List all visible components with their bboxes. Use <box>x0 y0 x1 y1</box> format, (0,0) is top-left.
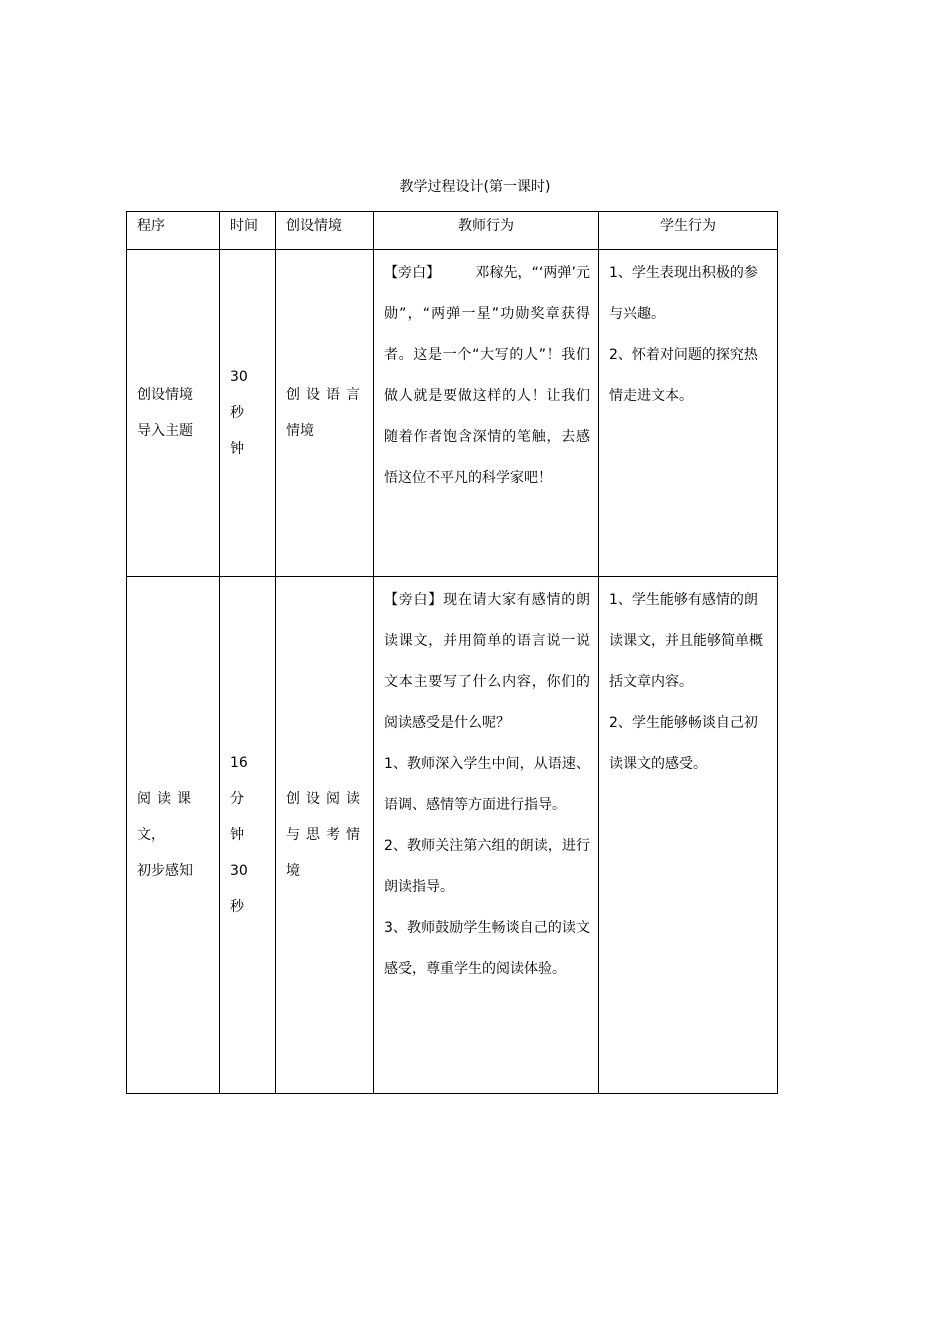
scenario-line: 境 <box>286 863 300 879</box>
page-title: 教学过程设计(第一课时) <box>399 179 551 195</box>
procedure-line: 导入主题 <box>137 423 193 439</box>
student-paragraph: 2、学生能够畅谈自己初读课文的感受。 <box>609 715 758 772</box>
lesson-process-table <box>126 211 778 1094</box>
procedure-cell <box>127 250 220 577</box>
header-time: 时间 <box>220 212 276 250</box>
procedure-cell <box>127 577 220 1094</box>
header-student-behavior: 学生行为 <box>599 212 778 250</box>
table-row <box>127 577 778 1094</box>
scenario-cell <box>276 250 374 577</box>
student-behavior-cell <box>599 250 778 577</box>
header-procedure: 程序 <box>127 212 220 250</box>
scenario-line: 情境 <box>286 423 314 439</box>
student-behavior-cell <box>599 577 778 1094</box>
procedure-line: 初步感知 <box>137 863 193 879</box>
time-cell <box>220 250 276 577</box>
table-header-row <box>127 212 778 250</box>
teacher-paragraph: 【旁白】现在请大家有感情的朗读课文，并用简单的语言说一说文本主要写了什么内容，你们的阅读感受是什么呢？ <box>384 592 590 731</box>
header-teacher-behavior: 教师行为 <box>374 212 599 250</box>
header-scenario: 创设情境 <box>276 212 374 250</box>
scenario-line: 创设阅读 <box>286 791 366 807</box>
teacher-paragraph: 3、教师鼓励学生畅谈自己的读文感受，尊重学生的阅读体验。 <box>384 920 590 977</box>
procedure-line: 文， <box>137 827 165 843</box>
student-paragraph: 1、学生表现出积极的参与兴趣。 <box>609 265 758 322</box>
teacher-behavior-cell <box>374 577 599 1094</box>
table-row <box>127 250 778 577</box>
teacher-paragraph: 【旁白】 邓稼先，“‘两弹’元勋”，“两弹一星”功勋奖章获得者。这是一个“大写的人”！我们做人就是要做这样的人！让我们随着作者饱含深情的笔触，去感悟这位不平凡的科学家吧！ <box>384 265 590 486</box>
student-paragraph: 1、学生能够有感情的朗读课文，并且能够简单概括文章内容。 <box>609 592 763 690</box>
time-line: 30 <box>230 369 248 385</box>
time-line: 秒 <box>230 899 244 915</box>
time-line: 分 <box>230 791 244 807</box>
teacher-paragraph: 1、教师深入学生中间，从语速、语调、感情等方面进行指导。 <box>384 756 590 813</box>
time-line: 30 <box>230 863 248 879</box>
time-cell <box>220 577 276 1094</box>
time-line: 钟 <box>230 441 244 457</box>
time-line: 秒 <box>230 405 244 421</box>
scenario-line: 创设语言 <box>286 387 366 403</box>
time-line: 钟 <box>230 827 244 843</box>
teacher-behavior-cell <box>374 250 599 577</box>
student-paragraph: 2、怀着对问题的探究热情走进文本。 <box>609 347 758 404</box>
teacher-paragraph: 2、教师关注第六组的朗读，进行朗读指导。 <box>384 838 590 895</box>
procedure-line: 创设情境 <box>137 387 193 403</box>
scenario-cell <box>276 577 374 1094</box>
time-line: 16 <box>230 755 248 771</box>
scenario-line: 与思考情 <box>286 827 366 843</box>
procedure-line: 阅读课 <box>137 791 197 807</box>
